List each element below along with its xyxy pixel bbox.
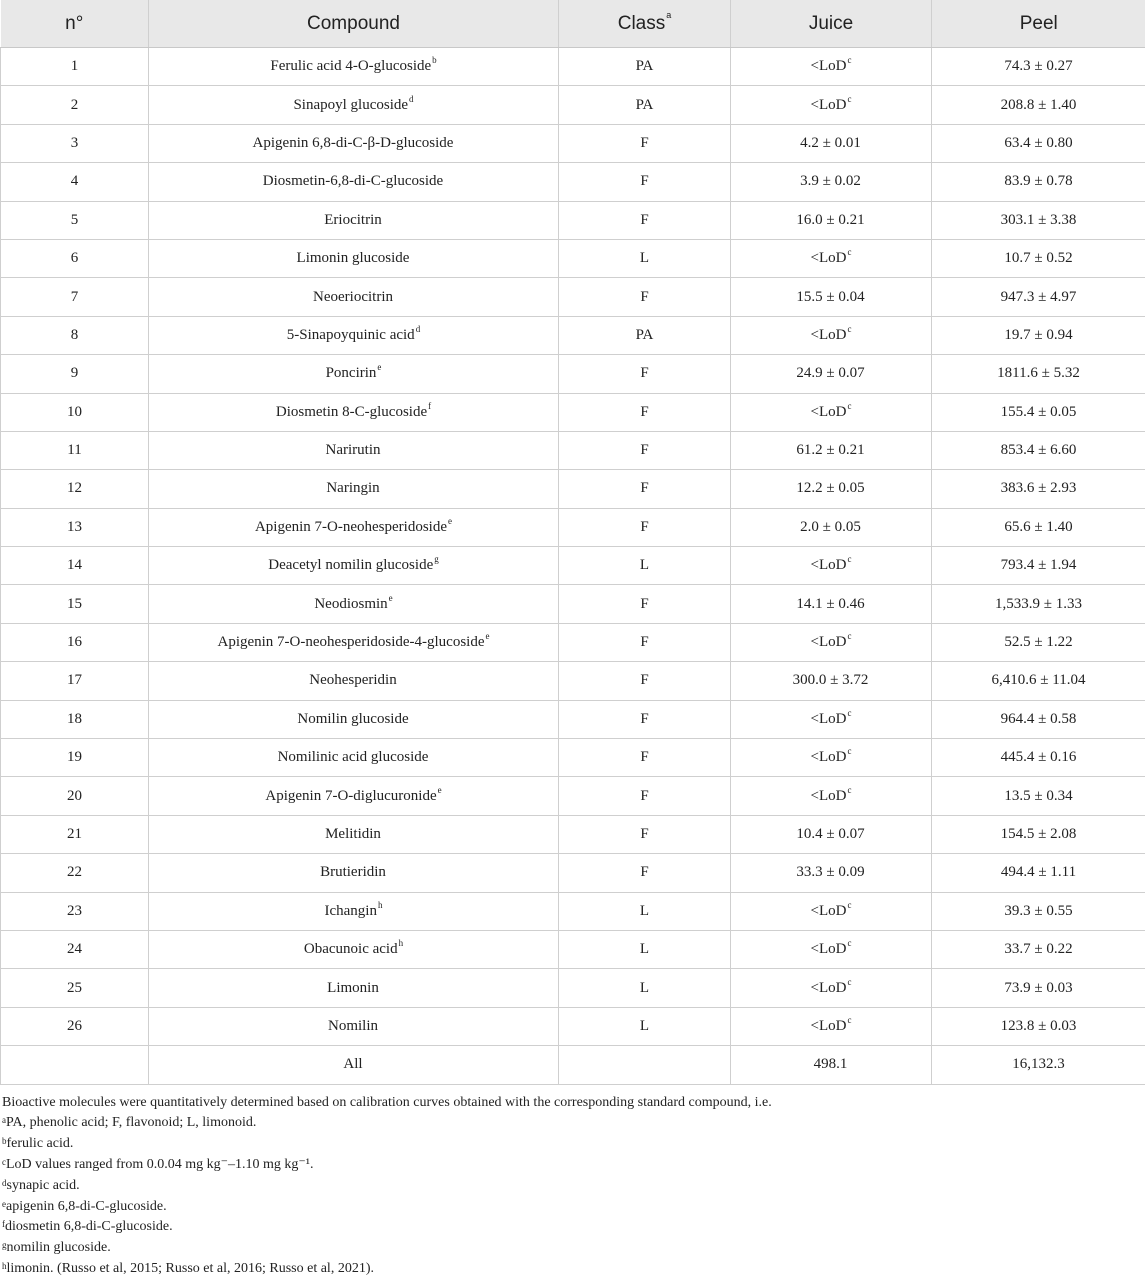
cell-compound: Nomilin glucoside: [149, 700, 559, 738]
cell-juice: <LoD$^c$: [731, 1007, 932, 1045]
cell-class: F: [559, 393, 731, 431]
table-row: [1, 854, 1145, 892]
cell-compound: Neoeriocitrin: [149, 278, 559, 316]
cell-compound: Eriocitrin: [149, 201, 559, 239]
cell-juice: 498.1: [731, 1046, 932, 1084]
cell-juice: <LoD$^c$: [731, 930, 932, 968]
footnote-line: $^h$limonin. (Russo et al, 2015; Russo et al, 2016; Russo et al, 2021).: [1, 1259, 1145, 1280]
cell-class: PA: [559, 48, 731, 86]
cell-juice: 4.2 ± 0.01: [731, 124, 932, 162]
cell-compound: Limonin: [149, 969, 559, 1007]
table-row: [1, 585, 1145, 623]
cell-peel: 10.7 ± 0.52: [932, 239, 1145, 277]
cell-class: F: [559, 739, 731, 777]
cell-n: 5: [1, 201, 149, 239]
cell-n: 9: [1, 355, 149, 393]
table-row: [1, 547, 1145, 585]
cell-class: [559, 1046, 731, 1084]
cell-class: F: [559, 124, 731, 162]
cell-juice: <LoD$^c$: [731, 86, 932, 124]
table-row: [1, 969, 1145, 1007]
table-row: [1, 316, 1145, 354]
cell-n: 25: [1, 969, 149, 1007]
header-peel: Peel: [932, 0, 1145, 48]
header-juice: Juice: [731, 0, 932, 48]
cell-peel: 6,410.6 ± 11.04: [932, 662, 1145, 700]
table-row: [1, 124, 1145, 162]
cell-n: 26: [1, 1007, 149, 1045]
cell-class: L: [559, 892, 731, 930]
footnote-line: $^a$PA, phenolic acid; F, flavonoid; L, limonoid.: [1, 1113, 1145, 1134]
table-row: [1, 892, 1145, 930]
cell-compound: Melitidin: [149, 815, 559, 853]
table-row: [1, 48, 1145, 86]
cell-n: [1, 1046, 149, 1084]
cell-compound: Nomilinic acid glucoside: [149, 739, 559, 777]
cell-peel: 13.5 ± 0.34: [932, 777, 1145, 815]
cell-juice: <LoD$^c$: [731, 739, 932, 777]
cell-class: F: [559, 470, 731, 508]
cell-peel: 1,533.9 ± 1.33: [932, 585, 1145, 623]
cell-peel: 445.4 ± 0.16: [932, 739, 1145, 777]
cell-class: F: [559, 777, 731, 815]
cell-class: L: [559, 969, 731, 1007]
cell-peel: 154.5 ± 2.08: [932, 815, 1145, 853]
cell-juice: <LoD$^c$: [731, 48, 932, 86]
cell-class: F: [559, 278, 731, 316]
footnote-line: $^b$ferulic acid.: [1, 1134, 1145, 1155]
footnote-line: $^f$diosmetin 6,8-di-C-glucoside.: [1, 1217, 1145, 1238]
cell-compound: Diosmetin-6,8-di-C-glucoside: [149, 163, 559, 201]
cell-peel: 63.4 ± 0.80: [932, 124, 1145, 162]
table-row: [1, 201, 1145, 239]
cell-compound: Apigenin 7-O-neohesperidoside-4-glucoside$^e$: [149, 623, 559, 661]
cell-peel: 793.4 ± 1.94: [932, 547, 1145, 585]
cell-compound: Apigenin 7-O-neohesperidoside$^e$: [149, 508, 559, 546]
cell-class: F: [559, 662, 731, 700]
table-row: [1, 163, 1145, 201]
cell-compound: 5-Sinapoyquinic acid$^d$: [149, 316, 559, 354]
cell-class: F: [559, 508, 731, 546]
cell-compound: Naringin: [149, 470, 559, 508]
cell-n: 24: [1, 930, 149, 968]
cell-peel: 964.4 ± 0.58: [932, 700, 1145, 738]
cell-compound: Obacunoic acid$^h$: [149, 930, 559, 968]
table-row: [1, 662, 1145, 700]
cell-n: 2: [1, 86, 149, 124]
cell-n: 4: [1, 163, 149, 201]
cell-class: F: [559, 854, 731, 892]
cell-juice: 61.2 ± 0.21: [731, 431, 932, 469]
header-compound: Compound: [149, 0, 559, 48]
table-row: [1, 278, 1145, 316]
cell-peel: 33.7 ± 0.22: [932, 930, 1145, 968]
cell-class: PA: [559, 316, 731, 354]
cell-compound: Neohesperidin: [149, 662, 559, 700]
cell-peel: 208.8 ± 1.40: [932, 86, 1145, 124]
table-row: [1, 739, 1145, 777]
cell-peel: 303.1 ± 3.38: [932, 201, 1145, 239]
cell-juice: <LoD$^c$: [731, 623, 932, 661]
cell-class: L: [559, 930, 731, 968]
cell-juice: <LoD$^c$: [731, 777, 932, 815]
cell-juice: 15.5 ± 0.04: [731, 278, 932, 316]
cell-class: F: [559, 815, 731, 853]
cell-juice: <LoD$^c$: [731, 547, 932, 585]
cell-peel: 123.8 ± 0.03: [932, 1007, 1145, 1045]
cell-compound: Ichangin$^h$: [149, 892, 559, 930]
table-row: [1, 623, 1145, 661]
cell-juice: 300.0 ± 3.72: [731, 662, 932, 700]
footnote-line: $^d$synapic acid.: [1, 1176, 1145, 1197]
footnote-line: Bioactive molecules were quantitatively determined based on calibration curves obtained with the corresponding standard compound, i.e.: [1, 1093, 1145, 1114]
table-row: [1, 470, 1145, 508]
cell-peel: 16,132.3: [932, 1046, 1145, 1084]
cell-compound: Sinapoyl glucoside$^d$: [149, 86, 559, 124]
cell-compound: Brutieridin: [149, 854, 559, 892]
cell-compound: Poncirin$^e$: [149, 355, 559, 393]
cell-class: PA: [559, 86, 731, 124]
table-row: [1, 86, 1145, 124]
cell-peel: 65.6 ± 1.40: [932, 508, 1145, 546]
cell-class: L: [559, 547, 731, 585]
cell-n: 14: [1, 547, 149, 585]
cell-juice: <LoD$^c$: [731, 393, 932, 431]
cell-peel: 39.3 ± 0.55: [932, 892, 1145, 930]
cell-n: 6: [1, 239, 149, 277]
header-class: Class$^a$: [559, 0, 731, 48]
cell-peel: 1811.6 ± 5.32: [932, 355, 1145, 393]
cell-compound: Deacetyl nomilin glucoside$^g$: [149, 547, 559, 585]
cell-class: L: [559, 239, 731, 277]
cell-class: L: [559, 1007, 731, 1045]
table-row: [1, 930, 1145, 968]
cell-juice: 2.0 ± 0.05: [731, 508, 932, 546]
cell-juice: 24.9 ± 0.07: [731, 355, 932, 393]
cell-compound: Diosmetin 8-C-glucoside$^f$: [149, 393, 559, 431]
table-row: [1, 508, 1145, 546]
cell-peel: 383.6 ± 2.93: [932, 470, 1145, 508]
cell-compound: Nomilin: [149, 1007, 559, 1045]
cell-n: 10: [1, 393, 149, 431]
cell-n: 21: [1, 815, 149, 853]
cell-n: 11: [1, 431, 149, 469]
cell-juice: <LoD$^c$: [731, 700, 932, 738]
cell-juice: 10.4 ± 0.07: [731, 815, 932, 853]
cell-peel: 853.4 ± 6.60: [932, 431, 1145, 469]
table-row: [1, 777, 1145, 815]
footnote-line: $^g$nomilin glucoside.: [1, 1238, 1145, 1259]
table-row: [1, 239, 1145, 277]
cell-class: F: [559, 201, 731, 239]
cell-juice: <LoD$^c$: [731, 969, 932, 1007]
cell-n: 7: [1, 278, 149, 316]
cell-n: 23: [1, 892, 149, 930]
cell-class: F: [559, 355, 731, 393]
table-row: [1, 1046, 1145, 1084]
cell-compound: Apigenin 7-O-diglucuronide$^e$: [149, 777, 559, 815]
cell-n: 8: [1, 316, 149, 354]
cell-peel: 19.7 ± 0.94: [932, 316, 1145, 354]
cell-n: 15: [1, 585, 149, 623]
table-row: [1, 1007, 1145, 1045]
cell-n: 17: [1, 662, 149, 700]
cell-juice: 33.3 ± 0.09: [731, 854, 932, 892]
cell-class: F: [559, 431, 731, 469]
cell-class: F: [559, 163, 731, 201]
cell-n: 22: [1, 854, 149, 892]
cell-peel: 83.9 ± 0.78: [932, 163, 1145, 201]
cell-peel: 73.9 ± 0.03: [932, 969, 1145, 1007]
header-n: n°: [1, 0, 149, 48]
cell-compound: Narirutin: [149, 431, 559, 469]
cell-n: 20: [1, 777, 149, 815]
cell-class: F: [559, 623, 731, 661]
cell-n: 18: [1, 700, 149, 738]
cell-compound: Limonin glucoside: [149, 239, 559, 277]
cell-compound: Ferulic acid 4-O-glucoside$^b$: [149, 48, 559, 86]
cell-peel: 52.5 ± 1.22: [932, 623, 1145, 661]
table-row: [1, 700, 1145, 738]
cell-n: 3: [1, 124, 149, 162]
cell-peel: 155.4 ± 0.05: [932, 393, 1145, 431]
footnote-line: $^e$apigenin 6,8-di-C-glucoside.: [1, 1197, 1145, 1218]
cell-class: F: [559, 585, 731, 623]
cell-peel: 74.3 ± 0.27: [932, 48, 1145, 86]
cell-peel: 947.3 ± 4.97: [932, 278, 1145, 316]
table-row: [1, 431, 1145, 469]
cell-peel: 494.4 ± 1.11: [932, 854, 1145, 892]
table-row: [1, 815, 1145, 853]
cell-juice: 3.9 ± 0.02: [731, 163, 932, 201]
table-row: [1, 393, 1145, 431]
footnotes: [0, 1085, 1145, 1280]
cell-compound: All: [149, 1046, 559, 1084]
header-row: [1, 0, 1145, 48]
footnote-line: $^c$LoD values ranged from 0.0.04 mg kg⁻–1.10 mg kg⁻¹.: [1, 1155, 1145, 1176]
cell-n: 19: [1, 739, 149, 777]
cell-class: F: [559, 700, 731, 738]
cell-n: 1: [1, 48, 149, 86]
cell-juice: <LoD$^c$: [731, 239, 932, 277]
cell-n: 16: [1, 623, 149, 661]
cell-juice: 12.2 ± 0.05: [731, 470, 932, 508]
table-row: [1, 355, 1145, 393]
cell-juice: 16.0 ± 0.21: [731, 201, 932, 239]
cell-n: 12: [1, 470, 149, 508]
cell-compound: Apigenin 6,8-di-C-β-D-glucoside: [149, 124, 559, 162]
cell-juice: <LoD$^c$: [731, 892, 932, 930]
cell-n: 13: [1, 508, 149, 546]
cell-juice: 14.1 ± 0.46: [731, 585, 932, 623]
cell-compound: Neodiosmin$^e$: [149, 585, 559, 623]
cell-juice: <LoD$^c$: [731, 316, 932, 354]
